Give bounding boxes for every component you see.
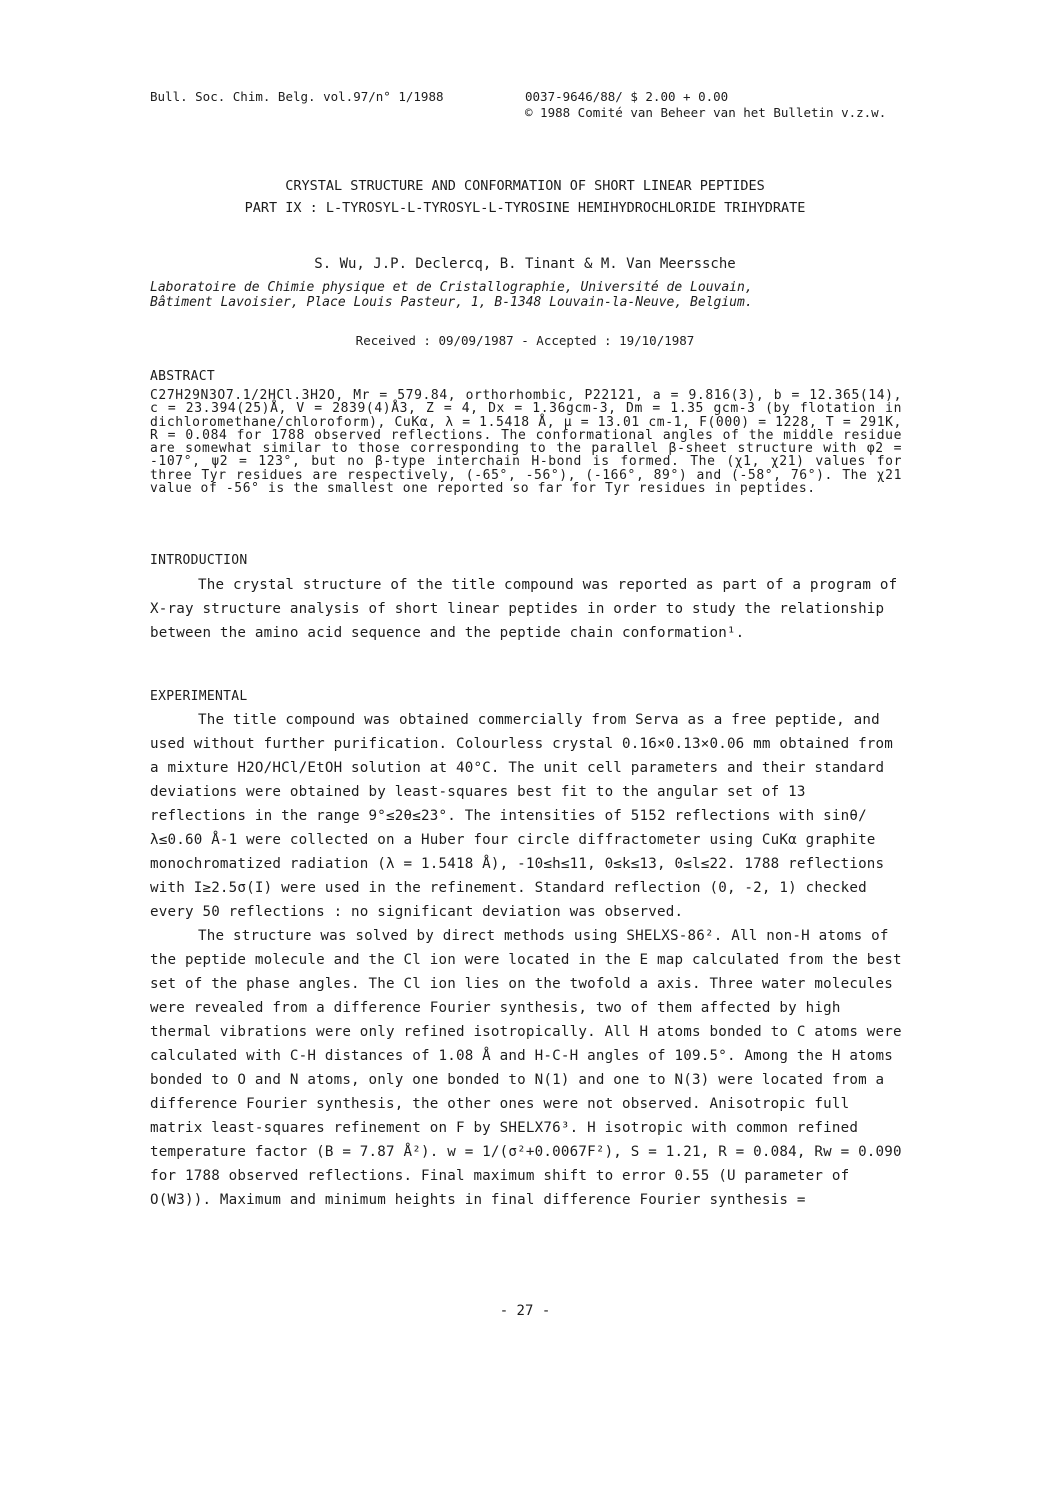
experimental-paragraph-1: The title compound was obtained commercially from Serva as a free peptide, and used without further purification. Colourless crystal 0.16×0.13×0.06 mm obtained from a mixture H2O/HCl/EtOH solution at 40°C. The unit cell parameters and their standard deviations were obtained by least-squares best fit to the angular set of 13 reflections in the range 9°≤2θ≤23°. The intensities of 5152 reflections with sinθ/λ≤0.60 Å-1 were collected on a Huber four circle diffractometer using CuKα graphite monochromatized radiation (λ = 1.5418 Å), -10≤h≤11, 0≤k≤13, 0≤l≤22. 1788 reflections with I≥2.5σ(I) were used in the refinement. Standard reflection (0, -2, 1) checked every 50 reflections : no significant deviation was observed. (150, 712, 894, 920)
experimental-section (150, 708, 905, 1212)
introduction-section (150, 573, 905, 645)
abstract-text: C27H29N3O7.1/2HCl.3H2O, Mr = 579.84, orthorhombic, P22121, a = 9.816(3), b = 12.365(14), c = 23.394(25)Å, V = 2839(4)Å3, Z = 4, Dx = 1.36gcm-3, Dm = 1.35 gcm-3 (by flotation in dichloromethane/chloroform), CuKα, λ = 1.5418 Å, μ = 13.01 cm-1, F(000) = 1228, T = 291K, R = 0.084 for 1788 observed reflections. The conformational angles of the middle residue are somewhat similar to those corresponding to the parallel β-sheet structure with φ2 = -107°, ψ2 = 123°, but no β-type interchain H-bond is formed. The (χ1, χ21) values for three Tyr residues are respectively, (-65°, -56°), (-166°, 89°) and (-58°, 76°). The χ21 value of -56° is the smallest one reported so far for Tyr residues in peptides. (150, 388, 902, 497)
price-code: 0037-9646/88/ $ 2.00 + 0.00 (525, 89, 729, 104)
experimental-paragraph-2: The structure was solved by direct methods using SHELXS-86². All non-H atoms of the peptide molecule and the Cl ion were located in the E map calculated from the best set of the phase angles. The Cl ion lies on the twofold a axis. Three water molecules were revealed from a difference Fourier synthesis, two of them affected by high thermal vibrations were only refined isotropically. All H atoms bonded to C atoms were calculated with C-H distances of 1.08 Å and H-C-H angles of 109.5°. Among the H atoms bonded to O and N atoms, only one bonded to N(1) and one to N(3) were located from a difference Fourier synthesis, the other ones were not observed. Anisotropic full matrix least-squares refinement on F by SHELX76³. H isotropic with common refined temperature factor (B = 7.87 Å²). w = 1/(σ²+0.0067F²), S = 1.21, R = 0.084, Rw = 0.090 for 1788 observed reflections. Final maximum shift to error 0.55 (U parameter of O(W3)). Maximum and minimum heights in final difference Fourier synthesis = (150, 928, 902, 1208)
experimental-heading: EXPERIMENTAL (150, 689, 248, 704)
copyright-line: © 1988 Comité van Beheer van het Bulletin v.z.w. (525, 105, 887, 120)
author-list: S. Wu, J.P. Declercq, B. Tinant & M. Van Meerssche (314, 256, 736, 272)
journal-citation: Bull. Soc. Chim. Belg. vol.97/n° 1/1988 (150, 89, 444, 104)
introduction-paragraph: The crystal structure of the title compound was reported as part of a program of X-ray structure analysis of short linear peptides in order to study the relationship between the amino acid sequence and the peptide chain conformation¹. (150, 577, 898, 641)
introduction-heading: INTRODUCTION (150, 553, 248, 568)
received-dates: Received : 09/09/1987 - Accepted : 19/10/1987 (355, 333, 695, 348)
title-line-2: PART IX : L-TYROSYL-L-TYROSYL-L-TYROSINE HEMIHYDROCHLORIDE TRIHYDRATE (244, 200, 806, 216)
page-number: - 27 - (499, 1303, 551, 1319)
title-line-1: CRYSTAL STRUCTURE AND CONFORMATION OF SHORT LINEAR PEPTIDES (285, 178, 765, 194)
affiliation-line-2: Bâtiment Lavoisier, Place Louis Pasteur, 1, B-1348 Louvain-la-Neuve, Belgium. (150, 295, 753, 310)
abstract-heading: ABSTRACT (150, 369, 216, 384)
copyright-block (525, 89, 886, 121)
affiliation-line-1: Laboratoire de Chimie physique et de Cristallographie, Université de Louvain, (150, 280, 753, 295)
affiliation (150, 280, 910, 310)
paper-title (0, 175, 1050, 219)
